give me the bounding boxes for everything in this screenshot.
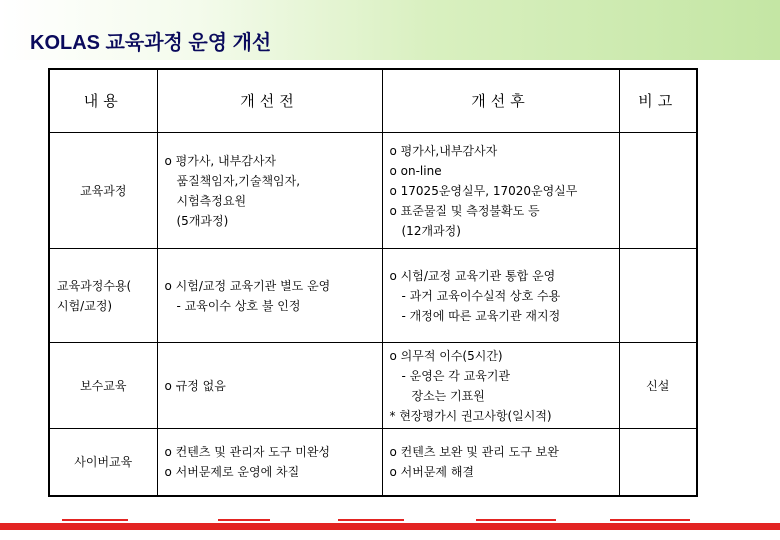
row-content-text: 교육과정 bbox=[80, 183, 127, 198]
bottom-accent-tick bbox=[476, 519, 556, 521]
row-after-cell bbox=[382, 429, 619, 497]
row-before-cell bbox=[157, 249, 382, 343]
bottom-accent-bar bbox=[0, 523, 780, 530]
title-band bbox=[0, 0, 780, 60]
bottom-accent-tick bbox=[218, 519, 270, 521]
row-note-cell bbox=[619, 133, 697, 249]
row-content-cell bbox=[49, 249, 157, 343]
row-content-text: 보수교육 bbox=[80, 378, 127, 393]
row-note-cell bbox=[619, 249, 697, 343]
row-after-cell bbox=[382, 133, 619, 249]
after-line: o 표준물질 및 측정불확도 등 bbox=[389, 203, 540, 218]
table-row bbox=[49, 343, 697, 429]
header-content: 내용 bbox=[49, 69, 157, 133]
before-line: o 규정 없음 bbox=[164, 378, 226, 393]
before-line: - 교육이수 상호 불 인정 bbox=[176, 298, 301, 313]
before-line: o 컨텐츠 및 관리자 도구 미완성 bbox=[164, 445, 331, 459]
before-line: o 시험/교정 교육기관 별도 운영 bbox=[164, 278, 331, 293]
bottom-accent-tick bbox=[610, 519, 690, 521]
after-line: * 현장평가시 권고사항(일시적) bbox=[389, 408, 552, 423]
row-content-text: 교육과정수용( bbox=[57, 278, 132, 293]
row-note-cell: 신설 bbox=[619, 343, 697, 429]
row-content-cell bbox=[49, 343, 157, 429]
before-line: 시험측정요원 bbox=[176, 193, 247, 208]
row-before-cell bbox=[157, 343, 382, 429]
header-before: 개선전 bbox=[157, 69, 382, 133]
row-after-cell bbox=[382, 249, 619, 343]
row-content-cell bbox=[49, 133, 157, 249]
after-line: - 개정에 따른 교육기관 재지정 bbox=[401, 308, 561, 323]
slide-title: KOLAS 교육과정 운영 개선 bbox=[30, 32, 272, 54]
after-line: - 과거 교육이수실적 상호 수용 bbox=[401, 288, 561, 303]
after-line: o on-line bbox=[389, 163, 442, 178]
header-note: 비고 bbox=[619, 69, 697, 133]
after-line: o 의무적 이수(5시간) bbox=[389, 348, 503, 363]
after-line: o 17025운영실무, 17020운영실무 bbox=[389, 183, 578, 198]
row-note-cell bbox=[619, 429, 697, 497]
row-content-cell bbox=[49, 429, 157, 497]
after-line: 장소는 기표원 bbox=[411, 388, 485, 403]
after-line: o 컨텐츠 보완 및 관리 도구 보완 bbox=[389, 445, 559, 459]
after-line: - 운영은 각 교육기관 bbox=[401, 368, 511, 383]
before-line: o 서버문제로 운영에 차질 bbox=[164, 465, 300, 479]
after-line: o 서버문제 해결 bbox=[389, 465, 475, 479]
row-content-text: 시험/교정) bbox=[57, 298, 113, 313]
bottom-accent-tick bbox=[62, 519, 128, 521]
header-after: 개선후 bbox=[382, 69, 619, 133]
row-before-cell bbox=[157, 429, 382, 497]
after-line: o 평가사,내부감사자 bbox=[389, 143, 498, 158]
before-line: 품질책임자,기술책임자, bbox=[176, 173, 301, 188]
table-row bbox=[49, 133, 697, 249]
row-after-cell bbox=[382, 343, 619, 429]
comparison-table bbox=[48, 68, 698, 497]
table-row bbox=[49, 429, 697, 497]
before-line: (5개과정) bbox=[176, 213, 229, 228]
table-row bbox=[49, 249, 697, 343]
table-header-row bbox=[49, 69, 697, 133]
after-line: (12개과정) bbox=[401, 223, 461, 238]
after-line: o 시험/교정 교육기관 통합 운영 bbox=[389, 268, 556, 283]
row-before-cell bbox=[157, 133, 382, 249]
bottom-accent-tick bbox=[338, 519, 404, 521]
before-line: o 평가사, 내부감사자 bbox=[164, 153, 277, 168]
row-content-text: 사이버교육 bbox=[74, 455, 133, 469]
